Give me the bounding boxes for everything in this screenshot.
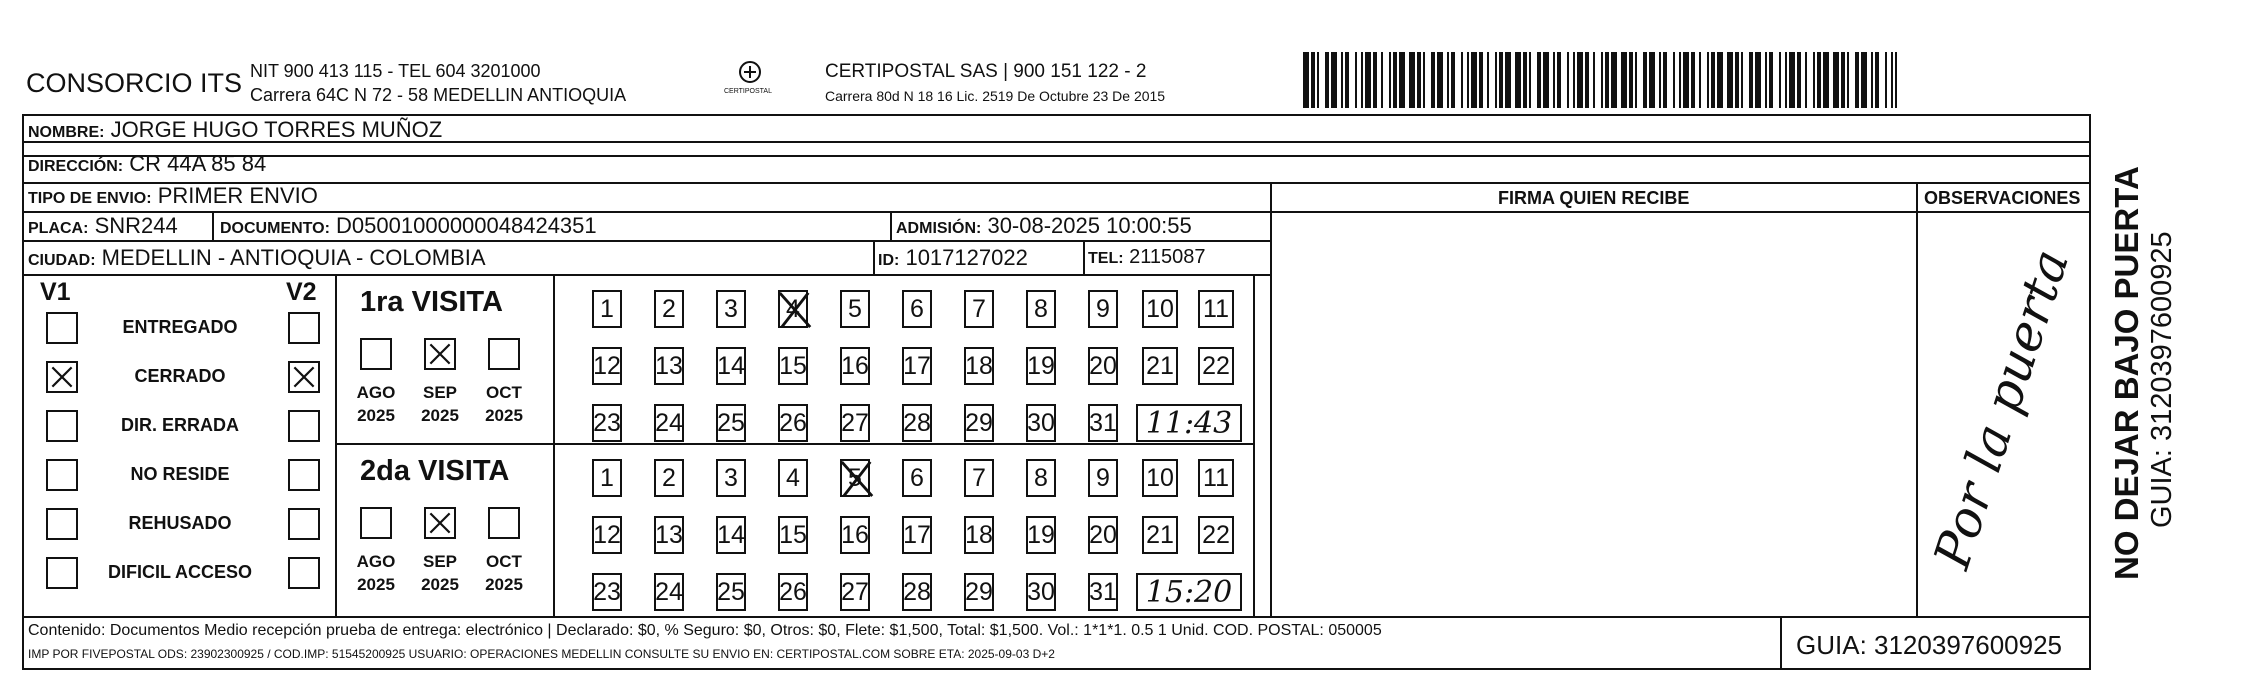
barcode-bar bbox=[1431, 52, 1435, 108]
barcode-bar bbox=[1817, 52, 1821, 108]
barcode-bar bbox=[1543, 52, 1549, 108]
day-box[interactable]: 13 bbox=[654, 516, 684, 554]
x-mark-icon bbox=[48, 363, 76, 391]
day-box[interactable]: 21 bbox=[1142, 516, 1178, 554]
visit-time-box[interactable]: 11:43 bbox=[1136, 404, 1242, 442]
day-box[interactable]: 6 bbox=[902, 459, 932, 497]
id-field bbox=[878, 247, 1028, 269]
barcode-bar bbox=[1487, 52, 1489, 108]
barcode-bar bbox=[1325, 52, 1329, 108]
barcode-bar bbox=[1537, 52, 1541, 108]
month-year: 2025 bbox=[357, 406, 395, 425]
month-year: 2025 bbox=[421, 575, 459, 594]
barcode-bar bbox=[1699, 52, 1701, 108]
barcode-bar bbox=[1393, 52, 1397, 108]
barcode-bar bbox=[1683, 52, 1689, 108]
visit-title: 2da VISITA bbox=[360, 455, 510, 487]
certipostal-line2: Carrera 80d N 18 16 Lic. 2519 De Octubre 23 De 2015 bbox=[825, 88, 1166, 104]
status-v1-checkbox[interactable] bbox=[46, 410, 78, 442]
document-label: DOCUMENTO: bbox=[220, 220, 330, 237]
barcode-bar bbox=[1361, 52, 1363, 108]
status-v2-checkbox[interactable] bbox=[288, 508, 320, 540]
no-dejar-bajo-puerta: NO DEJAR BAJO PUERTA bbox=[2108, 166, 2145, 580]
visit-title: 1ra VISITA bbox=[360, 286, 503, 318]
visit-time-box[interactable]: 15:20 bbox=[1136, 573, 1242, 611]
status-v2-checkbox[interactable] bbox=[288, 557, 320, 589]
barcode-bar bbox=[1611, 52, 1617, 108]
barcode-bar bbox=[1605, 52, 1609, 108]
barcode-bar bbox=[1373, 52, 1377, 108]
status-v2-checkbox[interactable] bbox=[288, 361, 320, 393]
tel-field bbox=[1088, 247, 1206, 267]
day-box[interactable]: 4 bbox=[778, 290, 808, 328]
barcode-bar bbox=[1717, 52, 1723, 108]
barcode-bar bbox=[1577, 52, 1583, 108]
barcode-bar bbox=[1423, 52, 1425, 108]
barcode-bar bbox=[1409, 52, 1415, 108]
status-v1-checkbox[interactable] bbox=[46, 361, 78, 393]
day-box[interactable]: 8 bbox=[1026, 290, 1056, 328]
barcode-bar bbox=[1495, 52, 1497, 108]
certipostal-logo bbox=[720, 58, 780, 98]
barcode-bar bbox=[1707, 52, 1709, 108]
status-v2-checkbox[interactable] bbox=[288, 312, 320, 344]
day-box[interactable]: 23 bbox=[592, 573, 622, 611]
day-box[interactable]: 14 bbox=[716, 516, 746, 554]
day-box[interactable]: 9 bbox=[1088, 459, 1118, 497]
barcode-bar bbox=[1673, 52, 1675, 108]
day-box[interactable]: 27 bbox=[840, 573, 870, 611]
footer-content-line: Contenido: Documentos Medio recepción prueba de entrega: electrónico | Declarado: $0, % Seguro: $0, Otros: $0, Flete: $1,500, Total: $1,500. Vol.: 1*1*1. 0.5 1 Unid. COD. POSTAL: 050005 bbox=[28, 622, 1382, 639]
barcode-bar bbox=[1557, 52, 1561, 108]
barcode-bar bbox=[1855, 52, 1859, 108]
barcode-bar bbox=[1331, 52, 1337, 108]
status-label: REHUSADO bbox=[128, 513, 232, 533]
barcode-bar bbox=[1567, 52, 1569, 108]
company-name: CONSORCIO ITS bbox=[26, 68, 243, 98]
day-box[interactable]: 3 bbox=[716, 290, 746, 328]
barcode-bar bbox=[1479, 52, 1483, 108]
day-box[interactable]: 28 bbox=[902, 404, 932, 442]
x-mark-icon bbox=[426, 509, 454, 537]
day-box[interactable]: 24 bbox=[654, 573, 684, 611]
barcode-bar bbox=[1499, 52, 1503, 108]
barcode-bar bbox=[1727, 52, 1733, 108]
day-box[interactable]: 28 bbox=[902, 573, 932, 611]
month-checkbox[interactable] bbox=[424, 507, 456, 539]
barcode-bar bbox=[1841, 52, 1845, 108]
month-checkbox[interactable] bbox=[424, 338, 456, 370]
status-label: DIFICIL ACCESO bbox=[107, 562, 252, 582]
barcode-bar bbox=[1679, 52, 1681, 108]
barcode-bar bbox=[1621, 52, 1627, 108]
barcode-bar bbox=[1447, 52, 1449, 108]
address-label: DIRECCIÓN: bbox=[28, 158, 124, 175]
day-box[interactable]: 2 bbox=[654, 290, 684, 328]
barcode-bar bbox=[1553, 52, 1555, 108]
barcode-bar bbox=[1505, 52, 1511, 108]
barcode-bar bbox=[1573, 52, 1575, 108]
day-box[interactable]: 6 bbox=[902, 290, 932, 328]
document-value: D05001000000048424351 bbox=[336, 213, 597, 238]
day-box[interactable]: 9 bbox=[1088, 290, 1118, 328]
day-box[interactable]: 18 bbox=[964, 347, 994, 385]
month-checkbox[interactable] bbox=[360, 507, 392, 539]
admission-value: 30-08-2025 10:00:55 bbox=[987, 213, 1192, 238]
receiver-signature-header: FIRMA QUIEN RECIBE bbox=[1498, 188, 1690, 208]
barcode-bar bbox=[1523, 52, 1527, 108]
barcode-bar bbox=[1885, 52, 1887, 108]
month-label: AGO bbox=[356, 552, 396, 571]
status-label: CERRADO bbox=[134, 366, 226, 386]
day-box[interactable]: 5 bbox=[840, 290, 870, 328]
barcode-bar bbox=[1785, 52, 1787, 108]
barcode-bar bbox=[1585, 52, 1589, 108]
day-box[interactable]: 26 bbox=[778, 573, 808, 611]
name-label: NOMBRE: bbox=[28, 124, 105, 141]
day-box[interactable]: 19 bbox=[1026, 516, 1056, 554]
month-label: SEP bbox=[422, 383, 458, 402]
barcode-bar bbox=[1805, 52, 1807, 108]
x-mark-icon bbox=[426, 340, 454, 368]
status-label: ENTREGADO bbox=[122, 317, 238, 337]
name-field bbox=[28, 119, 442, 141]
day-box[interactable]: 24 bbox=[654, 404, 684, 442]
barcode-bar bbox=[1755, 52, 1761, 108]
day-box[interactable]: 17 bbox=[902, 516, 932, 554]
barcode-bar bbox=[1467, 52, 1469, 108]
city-value: MEDELLIN - ANTIOQUIA - COLOMBIA bbox=[101, 245, 486, 270]
x-mark-icon bbox=[776, 288, 814, 332]
barcode-bar bbox=[1341, 52, 1343, 108]
day-box[interactable]: 4 bbox=[778, 459, 808, 497]
barcode-bar bbox=[1601, 52, 1603, 108]
day-box[interactable]: 27 bbox=[840, 404, 870, 442]
barcode-bar bbox=[1471, 52, 1477, 108]
id-value: 1017127022 bbox=[905, 245, 1028, 270]
day-box[interactable]: 20 bbox=[1088, 516, 1118, 554]
barcode-bar bbox=[1635, 52, 1637, 108]
barcode-bar bbox=[1769, 52, 1773, 108]
day-box[interactable]: 21 bbox=[1142, 347, 1178, 385]
v1-header: V1 bbox=[40, 278, 71, 306]
status-v1-checkbox[interactable] bbox=[46, 508, 78, 540]
barcode-bar bbox=[1515, 52, 1521, 108]
day-box[interactable]: 13 bbox=[654, 347, 684, 385]
status-v1-checkbox[interactable] bbox=[46, 312, 78, 344]
form-frame bbox=[22, 114, 2091, 670]
barcode-bar bbox=[1875, 52, 1879, 108]
admission-field bbox=[896, 215, 1192, 237]
day-box[interactable]: 10 bbox=[1142, 290, 1178, 328]
day-box[interactable]: 1 bbox=[592, 290, 622, 328]
day-box[interactable]: 16 bbox=[840, 516, 870, 554]
side-guia: GUIA: 3120397600925 bbox=[2146, 231, 2178, 528]
barcode-bar bbox=[1861, 52, 1867, 108]
month-checkbox[interactable] bbox=[360, 338, 392, 370]
day-box[interactable]: 19 bbox=[1026, 347, 1056, 385]
barcode-bar bbox=[1659, 52, 1661, 108]
day-box[interactable]: 25 bbox=[716, 404, 746, 442]
barcode-bar bbox=[1451, 52, 1455, 108]
status-v2-checkbox[interactable] bbox=[288, 410, 320, 442]
plate-label: PLACA: bbox=[28, 220, 89, 237]
day-box[interactable]: 18 bbox=[964, 516, 994, 554]
barcode-bar bbox=[1399, 52, 1405, 108]
barcode-bar bbox=[1303, 52, 1309, 108]
month-year: 2025 bbox=[485, 575, 523, 594]
day-box[interactable]: 30 bbox=[1026, 404, 1056, 442]
barcode-bar bbox=[1895, 52, 1897, 108]
barcode-bar bbox=[1355, 52, 1357, 108]
day-box[interactable]: 25 bbox=[716, 573, 746, 611]
month-year: 2025 bbox=[485, 406, 523, 425]
month-checkbox[interactable] bbox=[488, 507, 520, 539]
city-label: CIUDAD: bbox=[28, 252, 96, 269]
day-box[interactable]: 3 bbox=[716, 459, 746, 497]
barcode-bar bbox=[1437, 52, 1443, 108]
barcode-bar bbox=[1311, 52, 1315, 108]
barcode-bar bbox=[1317, 52, 1319, 108]
address-value: CR 44A 85 84 bbox=[129, 151, 267, 176]
day-box[interactable]: 15 bbox=[778, 516, 808, 554]
day-box[interactable]: 7 bbox=[964, 290, 994, 328]
plate-value: SNR244 bbox=[94, 213, 178, 238]
day-box[interactable]: 22 bbox=[1198, 516, 1234, 554]
day-x-mark bbox=[776, 288, 814, 332]
barcode-bar bbox=[1847, 52, 1849, 108]
logo-caption: CERTIPOSTAL bbox=[724, 88, 772, 95]
month-label: SEP bbox=[422, 552, 458, 571]
day-box[interactable]: 29 bbox=[964, 404, 994, 442]
barcode-bar bbox=[1779, 52, 1781, 108]
document-field bbox=[220, 215, 597, 237]
day-box[interactable]: 11 bbox=[1198, 290, 1234, 328]
status-v2-checkbox[interactable] bbox=[288, 459, 320, 491]
day-box[interactable]: 17 bbox=[902, 347, 932, 385]
barcode-bar bbox=[1789, 52, 1795, 108]
barcode-bar bbox=[1365, 52, 1371, 108]
tel-value: 2115087 bbox=[1129, 246, 1206, 268]
day-box[interactable]: 8 bbox=[1026, 459, 1056, 497]
status-v1-checkbox[interactable] bbox=[46, 459, 78, 491]
barcode-bar bbox=[1813, 52, 1815, 108]
barcode-bar bbox=[1643, 52, 1647, 108]
day-box[interactable]: 22 bbox=[1198, 347, 1234, 385]
company-address: Carrera 64C N 72 - 58 MEDELLIN ANTIOQUIA bbox=[250, 85, 627, 105]
day-box[interactable]: 5 bbox=[840, 459, 870, 497]
month-year: 2025 bbox=[421, 406, 459, 425]
address-field bbox=[28, 153, 266, 175]
day-box[interactable]: 11 bbox=[1198, 459, 1234, 497]
id-label: ID: bbox=[878, 252, 900, 269]
barcode-bar bbox=[1389, 52, 1391, 108]
barcode-bar bbox=[1765, 52, 1767, 108]
month-label: OCT bbox=[486, 383, 522, 402]
barcode-bar bbox=[1823, 52, 1829, 108]
certipostal-line1: CERTIPOSTAL SAS | 900 151 122 - 2 bbox=[825, 61, 1147, 82]
barcode-bar bbox=[1741, 52, 1743, 108]
day-box[interactable]: 23 bbox=[592, 404, 622, 442]
barcode-bar bbox=[1629, 52, 1633, 108]
x-mark-icon bbox=[290, 363, 318, 391]
barcode-bar bbox=[1345, 52, 1349, 108]
send-type-field bbox=[28, 185, 318, 207]
day-box[interactable]: 31 bbox=[1088, 573, 1118, 611]
day-box[interactable]: 31 bbox=[1088, 404, 1118, 442]
day-box[interactable]: 2 bbox=[654, 459, 684, 497]
month-label: AGO bbox=[356, 383, 396, 402]
v2-header: V2 bbox=[286, 278, 317, 306]
day-box[interactable]: 14 bbox=[716, 347, 746, 385]
barcode-bar bbox=[1529, 52, 1531, 108]
month-label: OCT bbox=[486, 552, 522, 571]
day-box[interactable]: 12 bbox=[592, 347, 622, 385]
name-value: JORGE HUGO TORRES MUÑOZ bbox=[110, 117, 443, 142]
month-checkbox[interactable] bbox=[488, 338, 520, 370]
company-nit: NIT 900 413 115 - TEL 604 3201000 bbox=[250, 61, 541, 81]
day-box[interactable]: 7 bbox=[964, 459, 994, 497]
month-year: 2025 bbox=[357, 575, 395, 594]
day-box[interactable]: 15 bbox=[778, 347, 808, 385]
barcode-bar bbox=[1381, 52, 1383, 108]
barcode-bar bbox=[1833, 52, 1839, 108]
day-box[interactable]: 29 bbox=[964, 573, 994, 611]
barcode-bar bbox=[1461, 52, 1463, 108]
day-box[interactable]: 26 bbox=[778, 404, 808, 442]
status-v1-checkbox[interactable] bbox=[46, 557, 78, 589]
city-field bbox=[28, 247, 486, 269]
barcode-bar bbox=[1749, 52, 1753, 108]
day-box[interactable]: 12 bbox=[592, 516, 622, 554]
plate-field bbox=[28, 215, 178, 237]
tel-label: TEL: bbox=[1088, 250, 1124, 267]
day-box[interactable]: 10 bbox=[1142, 459, 1178, 497]
day-box[interactable]: 1 bbox=[592, 459, 622, 497]
status-label: DIR. ERRADA bbox=[120, 415, 239, 435]
footer-print-line: IMP POR FIVEPOSTAL ODS: 23902300925 / COD.IMP: 51545200925 USUARIO: OPERACIONES MEDELLIN CONSULTE SU ENVIO EN: CERTIPOSTAL.COM SOBRE ETA: 2025-09-03 D+2 bbox=[28, 647, 1055, 661]
send-type-value: PRIMER ENVIO bbox=[157, 183, 318, 208]
barcode-bar bbox=[1871, 52, 1873, 108]
barcode-bar bbox=[1711, 52, 1715, 108]
barcode-bar bbox=[1417, 52, 1421, 108]
barcode-bar bbox=[1891, 52, 1893, 108]
barcode-bar bbox=[1797, 52, 1801, 108]
footer-guia: GUIA: 3120397600925 bbox=[1796, 630, 2062, 660]
barcode bbox=[1303, 52, 1899, 110]
day-box[interactable]: 30 bbox=[1026, 573, 1056, 611]
barcode-bar bbox=[1649, 52, 1655, 108]
handwritten-observation: Por la puerta bbox=[1922, 242, 2081, 576]
day-box[interactable]: 20 bbox=[1088, 347, 1118, 385]
day-box[interactable]: 16 bbox=[840, 347, 870, 385]
observations-header: OBSERVACIONES bbox=[1924, 188, 2081, 208]
send-type-label: TIPO DE ENVIO: bbox=[28, 190, 152, 207]
barcode-bar bbox=[1735, 52, 1739, 108]
barcode-bar bbox=[1593, 52, 1595, 108]
status-label: NO RESIDE bbox=[130, 464, 230, 484]
barcode-bar bbox=[1691, 52, 1695, 108]
admission-label: ADMISIÓN: bbox=[896, 220, 982, 237]
barcode-bar bbox=[1663, 52, 1667, 108]
day-x-mark bbox=[838, 457, 876, 501]
x-mark-icon bbox=[838, 457, 876, 501]
